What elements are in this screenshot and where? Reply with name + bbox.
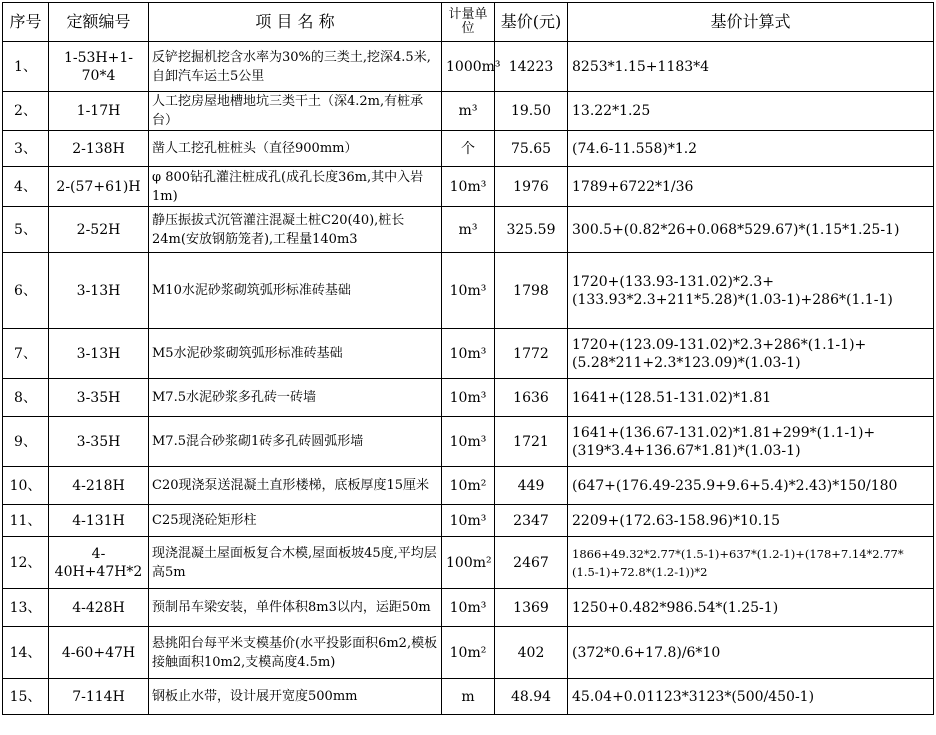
table-row	[3, 92, 934, 131]
cell-name: M5水泥砂浆砌筑弧形标准砖基础	[149, 329, 442, 379]
cell-name: M10水泥砂浆砌筑弧形标准砖基础	[149, 253, 442, 329]
cell-formula: 300.5+(0.82*26+0.068*529.67)*(1.15*1.25-1)	[568, 207, 934, 253]
cell-unit: 10m²	[442, 467, 495, 505]
cell-price: 1369	[495, 589, 568, 627]
cell-formula: 1641+(128.51-131.02)*1.81	[568, 379, 934, 417]
cell-code: 4-40H+47H*2	[49, 537, 149, 589]
cell-seq: 9、	[3, 417, 49, 467]
cell-price: 2347	[495, 505, 568, 537]
cell-unit: 10m³	[442, 253, 495, 329]
cell-name: 反铲挖掘机挖含水率为30%的三类土,挖深4.5米,自卸汽车运土5公里	[149, 42, 442, 92]
cell-price: 1798	[495, 253, 568, 329]
cell-seq: 15、	[3, 679, 49, 715]
cell-seq: 5、	[3, 207, 49, 253]
cell-code: 7-114H	[49, 679, 149, 715]
table-row	[3, 589, 934, 627]
cell-price: 1772	[495, 329, 568, 379]
cell-unit: 10m³	[442, 505, 495, 537]
cell-formula: 1641+(136.67-131.02)*1.81+299*(1.1-1)+(319*3.4+136.67*1.81)*(1.03-1)	[568, 417, 934, 467]
cell-seq: 2、	[3, 92, 49, 131]
cell-name: M7.5水泥砂浆多孔砖一砖墙	[149, 379, 442, 417]
cell-name: C25现浇砼矩形柱	[149, 505, 442, 537]
cell-unit: 100m²	[442, 537, 495, 589]
table-row	[3, 505, 934, 537]
cell-code: 4-428H	[49, 589, 149, 627]
cell-code: 2-52H	[49, 207, 149, 253]
cell-unit: 10m³	[442, 589, 495, 627]
cell-code: 3-13H	[49, 253, 149, 329]
cell-price: 19.50	[495, 92, 568, 131]
header-seq: 序号	[3, 3, 49, 42]
cell-unit: 10m²	[442, 627, 495, 679]
cell-code: 4-60+47H	[49, 627, 149, 679]
cell-price: 48.94	[495, 679, 568, 715]
cell-unit: m	[442, 679, 495, 715]
cell-code: 1-53H+1-70*4	[49, 42, 149, 92]
table-row	[3, 207, 934, 253]
cell-price: 449	[495, 467, 568, 505]
cell-formula: (647+(176.49-235.9+9.6+5.4)*2.43)*150/180	[568, 467, 934, 505]
cell-unit: 个	[442, 131, 495, 167]
cell-seq: 4、	[3, 167, 49, 207]
cell-unit: 10m³	[442, 417, 495, 467]
cell-name: 凿人工挖孔桩桩头（直径900mm）	[149, 131, 442, 167]
header-name: 项 目 名 称	[149, 3, 442, 42]
table-row	[3, 131, 934, 167]
table-row	[3, 379, 934, 417]
cell-price: 325.59	[495, 207, 568, 253]
cell-code: 3-35H	[49, 417, 149, 467]
cell-seq: 3、	[3, 131, 49, 167]
cell-code: 3-35H	[49, 379, 149, 417]
cell-formula: 1720+(133.93-131.02)*2.3+(133.93*2.3+211*5.28)*(1.03-1)+286*(1.1-1)	[568, 253, 934, 329]
table-row	[3, 679, 934, 715]
table-row	[3, 42, 934, 92]
cell-formula: (74.6-11.558)*1.2	[568, 131, 934, 167]
table-row	[3, 167, 934, 207]
cell-unit: 1000m³	[442, 42, 495, 92]
cell-code: 3-13H	[49, 329, 149, 379]
cell-seq: 10、	[3, 467, 49, 505]
cell-name: 悬挑阳台每平米支模基价(水平投影面积6m2,模板接触面积10m2,支模高度4.5m)	[149, 627, 442, 679]
cell-name: 人工挖房屋地槽地坑三类干土（深4.2m,有桩承台）	[149, 92, 442, 131]
cell-formula: 2209+(172.63-158.96)*10.15	[568, 505, 934, 537]
header-price: 基价(元)	[495, 3, 568, 42]
table-row	[3, 329, 934, 379]
cell-price: 1636	[495, 379, 568, 417]
cell-price: 1721	[495, 417, 568, 467]
cell-name: M7.5混合砂浆砌1砖多孔砖圆弧形墙	[149, 417, 442, 467]
cell-name: 预制吊车梁安装，单件体积8m3以内，运距50m	[149, 589, 442, 627]
cell-unit: m³	[442, 207, 495, 253]
table-row	[3, 253, 934, 329]
cell-formula: 45.04+0.01123*3123*(500/450-1)	[568, 679, 934, 715]
cell-seq: 13、	[3, 589, 49, 627]
table-row	[3, 467, 934, 505]
cell-unit: 10m³	[442, 167, 495, 207]
cell-price: 14223	[495, 42, 568, 92]
cell-code: 1-17H	[49, 92, 149, 131]
cell-name: 现浇混凝土屋面板复合木模,屋面板坡45度,平均层高5m	[149, 537, 442, 589]
cell-code: 2-(57+61)H	[49, 167, 149, 207]
table-row	[3, 627, 934, 679]
cell-name: 钢板止水带，设计展开宽度500mm	[149, 679, 442, 715]
cell-formula: 1250+0.482*986.54*(1.25-1)	[568, 589, 934, 627]
budget-table	[2, 2, 934, 715]
cell-seq: 6、	[3, 253, 49, 329]
cell-formula: 13.22*1.25	[568, 92, 934, 131]
cell-unit: m³	[442, 92, 495, 131]
cell-name: φ 800钻孔灌注桩成孔(成孔长度36m,其中入岩1m)	[149, 167, 442, 207]
cell-code: 2-138H	[49, 131, 149, 167]
cell-formula: 8253*1.15+1183*4	[568, 42, 934, 92]
cell-price: 1976	[495, 167, 568, 207]
cell-code: 4-131H	[49, 505, 149, 537]
cell-formula: 1720+(123.09-131.02)*2.3+286*(1.1-1)+(5.28*211+2.3*123.09)*(1.03-1)	[568, 329, 934, 379]
cell-name: C20现浇泵送混凝土直形楼梯，底板厚度15厘米	[149, 467, 442, 505]
cell-code: 4-218H	[49, 467, 149, 505]
cell-unit: 10m³	[442, 379, 495, 417]
cell-unit: 10m³	[442, 329, 495, 379]
cell-formula: 1866+49.32*2.77*(1.5-1)+637*(1.2-1)+(178+7.14*2.77*(1.5-1)+72.8*(1.2-1))*2	[568, 537, 934, 589]
cell-price: 402	[495, 627, 568, 679]
cell-name: 静压振拔式沉管灌注混凝土桩C20(40),桩长24m(安放钢筋笼者),工程量140m3	[149, 207, 442, 253]
table-row	[3, 537, 934, 589]
table-row	[3, 417, 934, 467]
cell-seq: 7、	[3, 329, 49, 379]
cell-seq: 1、	[3, 42, 49, 92]
cell-price: 75.65	[495, 131, 568, 167]
table-body	[3, 42, 934, 715]
cell-seq: 14、	[3, 627, 49, 679]
cell-price: 2467	[495, 537, 568, 589]
cell-formula: (372*0.6+17.8)/6*10	[568, 627, 934, 679]
header-code: 定额编号	[49, 3, 149, 42]
cell-formula: 1789+6722*1/36	[568, 167, 934, 207]
cell-seq: 11、	[3, 505, 49, 537]
header-row	[3, 3, 934, 42]
header-formula: 基价计算式	[568, 3, 934, 42]
cell-seq: 12、	[3, 537, 49, 589]
cell-seq: 8、	[3, 379, 49, 417]
header-unit: 计量单位	[442, 3, 495, 42]
